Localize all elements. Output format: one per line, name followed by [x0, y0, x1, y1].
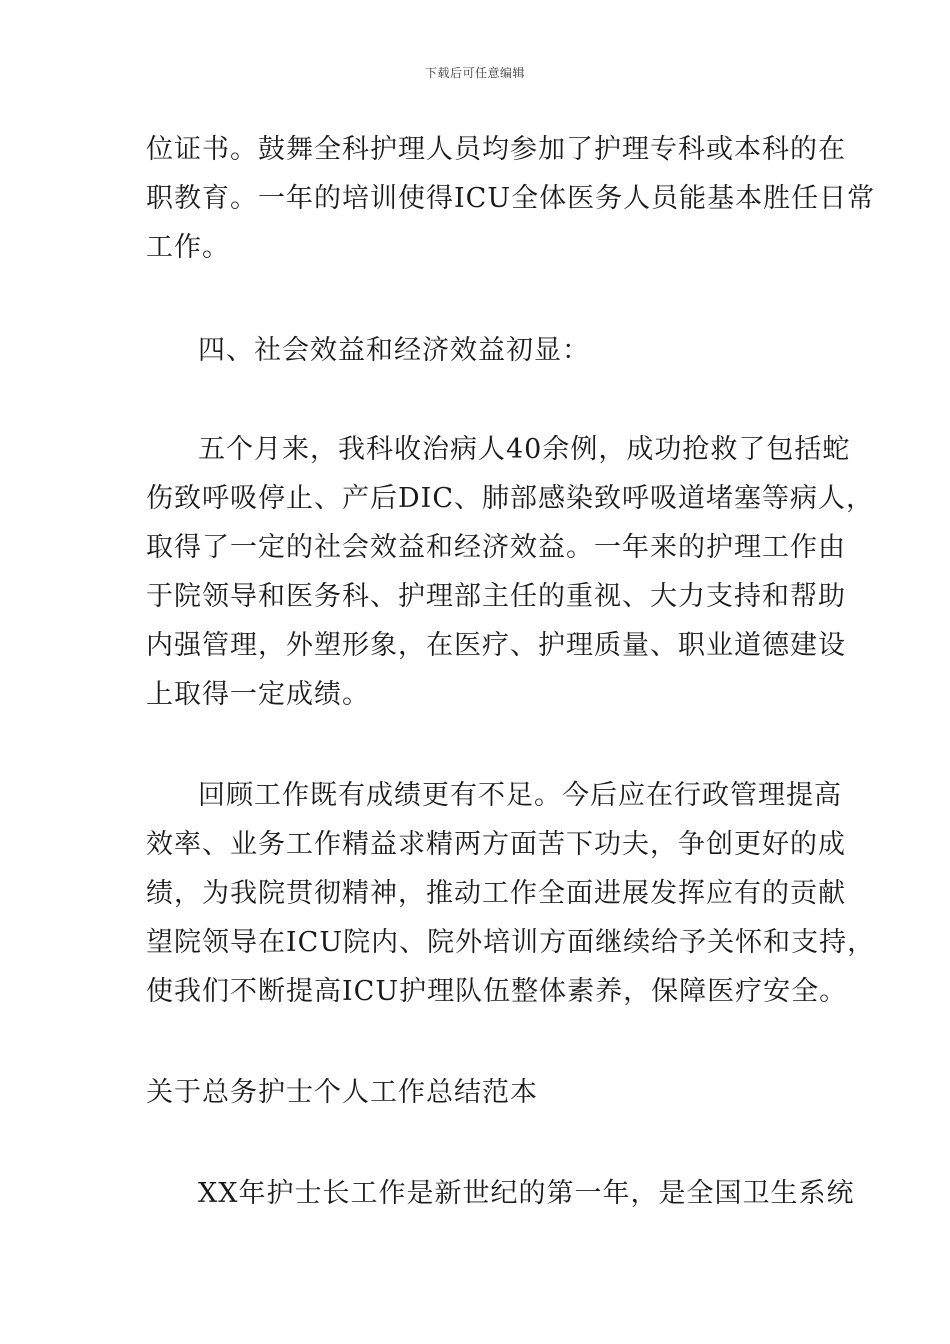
body-text-line: 取得了一定的社会效益和经济效益。一年来的护理工作由: [146, 532, 846, 563]
body-text-line: 五个月来，我科收治病人40余例，成功抢救了包括蛇: [198, 434, 851, 465]
page-header: 下载后可任意编辑: [424, 66, 525, 80]
document-title: 关于总务护士个人工作总结范本: [146, 1077, 538, 1108]
body-text-line: 绩，为我院贯彻精神，推动工作全面进展发挥应有的贡献: [146, 878, 846, 909]
body-text-line: 职教育。一年的培训使得ICU全体医务人员能基本胜任日常: [146, 183, 876, 214]
body-text-line: 伤致呼吸停止、产后DIC、肺部感染致呼吸道堵塞等病人，: [146, 483, 874, 514]
body-text-line: 效率、业务工作精益求精两方面苦下功夫，争创更好的成: [146, 829, 846, 860]
body-text-line: 工作。: [146, 232, 230, 263]
body-text-line: 位证书。鼓舞全科护理人员均参加了护理专科或本科的在: [146, 134, 846, 165]
body-text-line: 使我们不断提高ICU护理队伍整体素养，保障医疗安全。: [146, 976, 848, 1007]
body-text-line: XX年护士长工作是新世纪的第一年，是全国卫生系统: [198, 1178, 855, 1209]
section-heading: 四、社会效益和经济效益初显：: [198, 335, 590, 366]
body-text-line: 内强管理，外塑形象，在医疗、护理质量、职业道德建设: [146, 630, 846, 661]
body-text-line: 望院领导在ICU院内、院外培训方面继续给予关怀和支持，: [146, 927, 876, 958]
body-text-line: 回顾工作既有成绩更有不足。今后应在行政管理提高: [198, 780, 842, 811]
body-text-line: 于院领导和医务科、护理部主任的重视、大力支持和帮助: [146, 581, 846, 612]
body-text-line: 上取得一定成绩。: [146, 679, 370, 710]
